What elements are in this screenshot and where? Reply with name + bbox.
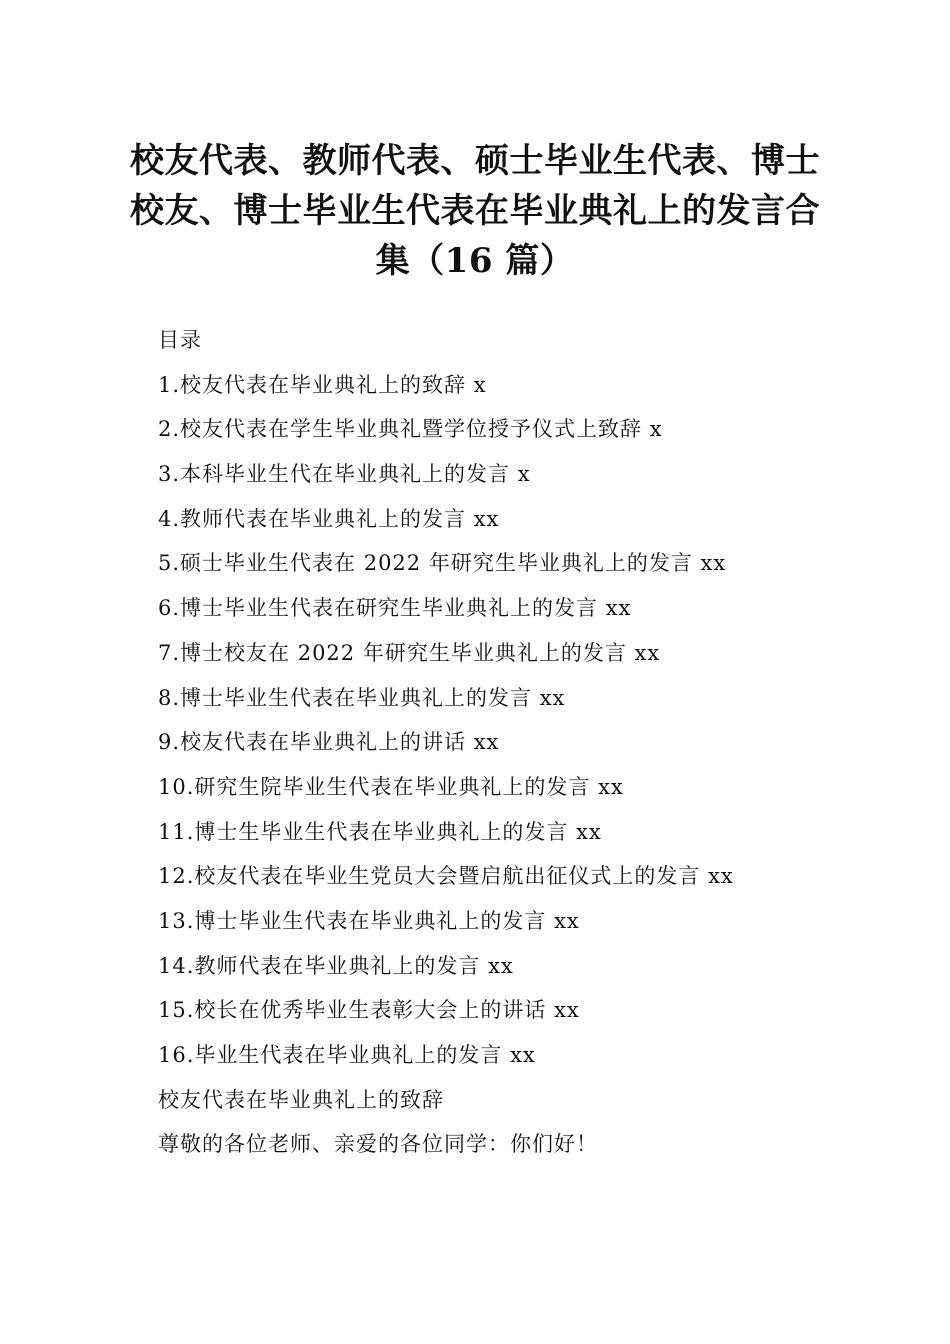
toc-item: 8.博士毕业生代表在毕业典礼上的发言 xx: [158, 685, 566, 710]
toc-item: 11.博士生毕业生代表在毕业典礼上的发言 xx: [158, 819, 602, 844]
toc-item: 1.校友代表在毕业典礼上的致辞 x: [158, 372, 487, 397]
document-body: [158, 318, 858, 1167]
toc-item: 3.本科毕业生代在毕业典礼上的发言 x: [158, 462, 531, 487]
toc-item: 13.博士毕业生代表在毕业典礼上的发言 xx: [158, 908, 580, 933]
toc-item: 15.校长在优秀毕业生表彰大会上的讲话 xx: [158, 998, 580, 1023]
toc-item: 10.研究生院毕业生代表在毕业典礼上的发言 xx: [158, 774, 624, 799]
title-line: 校友、博士毕业生代表在毕业典礼上的发言合: [130, 191, 820, 231]
toc-item: 16.毕业生代表在毕业典礼上的发言 xx: [158, 1043, 536, 1067]
title-line: 集（16 篇）: [375, 241, 575, 281]
toc-item: 7.博士校友在 2022 年研究生毕业典礼上的发言 xx: [158, 640, 661, 665]
toc-item: 5.硕士毕业生代表在 2022 年研究生毕业典礼上的发言 xx: [158, 551, 727, 576]
toc-heading: 目录: [158, 328, 202, 352]
document-title: [100, 136, 850, 286]
title-line: 校友代表、教师代表、硕士毕业生代表、博士: [130, 141, 820, 181]
toc-item: 14.教师代表在毕业典礼上的发言 xx: [158, 953, 514, 978]
toc-item: 4.教师代表在毕业典礼上的发言 xx: [158, 506, 500, 531]
toc-item: 9.校友代表在毕业典礼上的讲话 xx: [158, 730, 500, 755]
toc-item: 6.博士毕业生代表在研究生毕业典礼上的发言 xx: [158, 596, 632, 621]
toc-item: 12.校友代表在毕业生党员大会暨启航出征仪式上的发言 xx: [158, 864, 734, 889]
toc-item: 2.校友代表在学生毕业典礼暨学位授予仪式上致辞 x: [158, 417, 663, 442]
section-heading: 校友代表在毕业典礼上的致辞: [158, 1087, 444, 1112]
table-of-contents: [158, 363, 858, 1078]
greeting-paragraph: 尊敬的各位老师、亲爱的各位同学：你们好！: [158, 1132, 598, 1157]
